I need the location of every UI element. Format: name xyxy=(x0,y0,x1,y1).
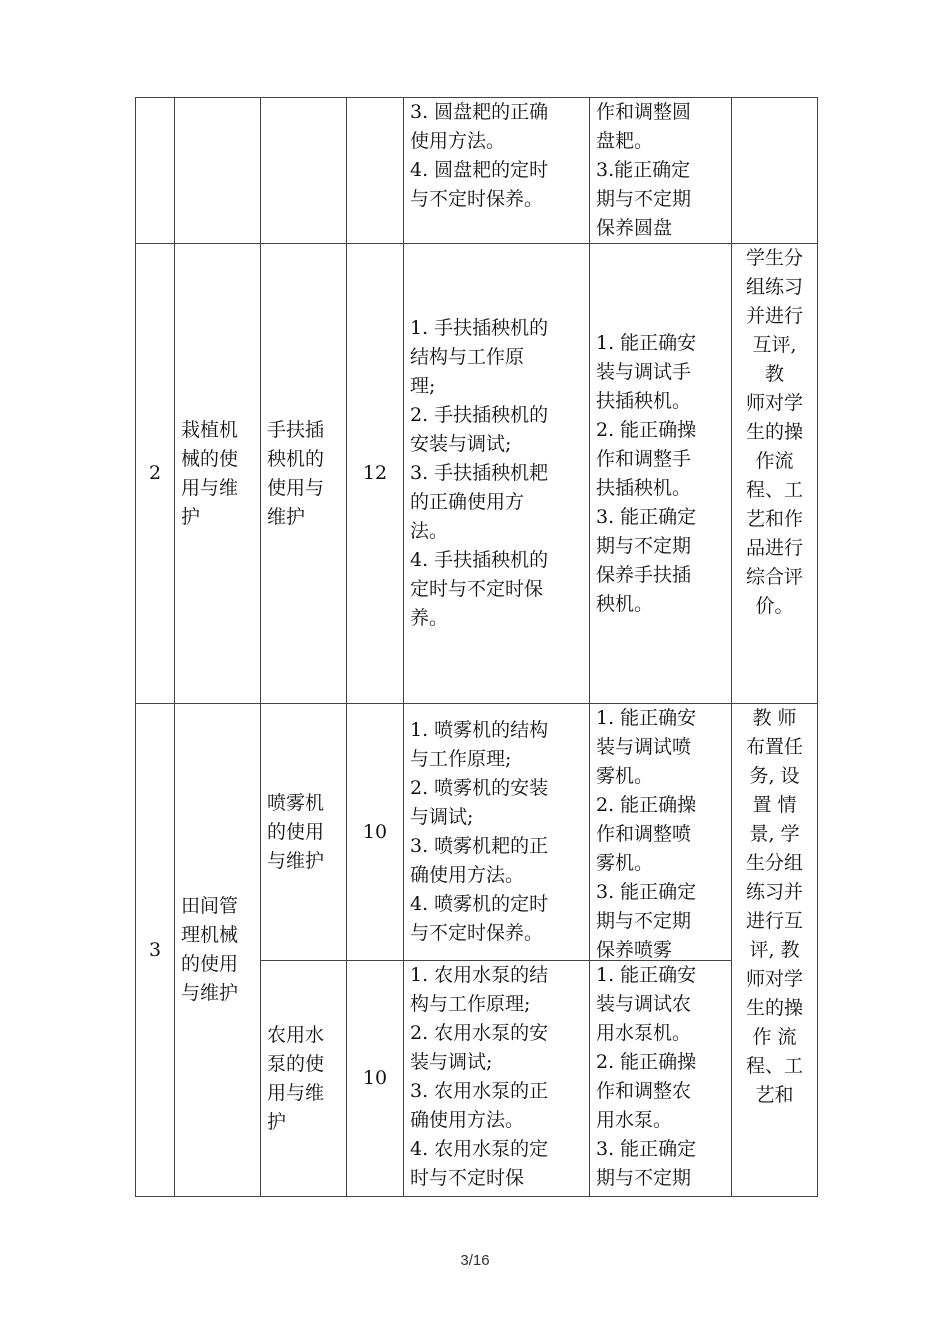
page-number: 3/16 xyxy=(460,1252,490,1269)
task-name: 手扶插 秧机的 使用与 维护 xyxy=(261,244,347,704)
task-name: 喷雾机 的使用 与维护 xyxy=(261,704,347,961)
hours xyxy=(347,98,404,244)
learning-content: 1. 农用水泵的结 构与工作原理; 2. 农用水泵的安 装与调试; 3. 农用水泵的正 确使用方法。 4. 农用水泵的定 时与不定时保 xyxy=(404,961,590,1197)
task-name: 农用水 泵的使 用与维 护 xyxy=(261,961,347,1197)
module-category xyxy=(175,98,261,244)
row-number xyxy=(136,98,175,244)
requirements: 1. 能正确安 装与调试喷 雾机。 2. 能正确操 作和调整喷 雾机。 3. 能正确定 期与不定期 保养喷雾 xyxy=(590,704,732,961)
requirements: 作和调整圆 盘耙。 3.能正确定 期与不定期 保养圆盘 xyxy=(590,98,732,244)
module-category: 栽植机 械的使 用与维 护 xyxy=(175,244,261,704)
row-number: 3 xyxy=(136,704,175,1197)
table-row xyxy=(136,244,818,704)
requirements: 1. 能正确安 装与调试农 用水泵机。 2. 能正确操 作和调整农 用水泵。 3. 能正确定 期与不定期 xyxy=(590,961,732,1197)
learning-content: 1. 手扶插秧机的 结构与工作原 理; 2. 手扶插秧机的 安装与调试; 3. 手扶插秧机耙 的正确使用方 法。 4. 手扶插秧机的 定时与不定时保 养。 xyxy=(404,244,590,704)
evaluation: 学生分 组练习 并进行 互评, 教 师对学 生的操 作流 程、工 艺和作 品进行 综合评 价。 xyxy=(732,244,818,704)
task-name xyxy=(261,98,347,244)
course-table xyxy=(135,97,818,1197)
hours: 10 xyxy=(347,961,404,1197)
module-category: 田间管 理机械 的使用 与维护 xyxy=(175,704,261,1197)
hours: 10 xyxy=(347,704,404,961)
evaluation: 教 师 布置任 务, 设 置 情 景, 学 生分组 练习并 进行互 评, 教 师对学 生的操 作 流 程、工 艺和 xyxy=(732,704,818,1197)
hours: 12 xyxy=(347,244,404,704)
table-row xyxy=(136,98,818,244)
evaluation xyxy=(732,98,818,244)
row-number: 2 xyxy=(136,244,175,704)
learning-content: 3. 圆盘耙的正确 使用方法。 4. 圆盘耙的定时 与不定时保养。 xyxy=(404,98,590,244)
requirements: 1. 能正确安 装与调试手 扶插秧机。 2. 能正确操 作和调整手 扶插秧机。 3. 能正确定 期与不定期 保养手扶插 秧机。 xyxy=(590,244,732,704)
table-row xyxy=(136,704,818,961)
learning-content: 1. 喷雾机的结构 与工作原理; 2. 喷雾机的安装 与调试; 3. 喷雾机耙的正 确使用方法。 4. 喷雾机的定时 与不定时保养。 xyxy=(404,704,590,961)
